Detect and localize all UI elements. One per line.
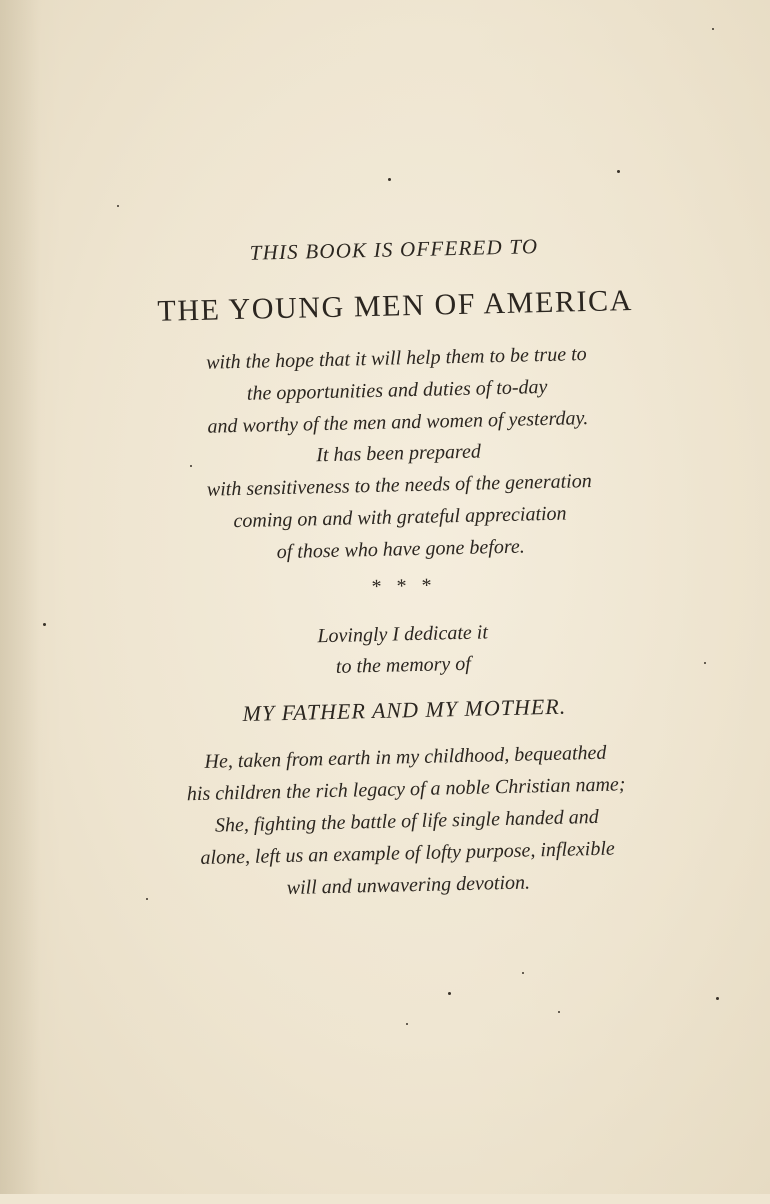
lovingly-line: to the memory of [335,652,472,678]
parents-heading: MY FATHER AND MY MOTHER. [242,693,567,726]
tribute-line: She, fighting the battle of life single handed and [214,805,600,837]
offer-line: THIS BOOK IS OFFERED TO [249,234,539,265]
hope-line: with sensitiveness to the needs of the generation [206,469,592,501]
hope-line: of those who have gone before. [276,535,526,564]
tribute-line: will and unwavering devotion. [286,871,531,900]
tribute-line: alone, left us an example of lofty purpose, inflexible [200,837,616,869]
hope-line: the opportunities and duties of to-day [246,375,548,405]
hope-line: It has been prepared [316,440,482,467]
lovingly-line: Lovingly I dedicate it [317,621,489,648]
hope-line: and worthy of the men and women of yesterday. [207,407,589,438]
tribute-line: his children the rich legacy of a noble Christian name; [186,773,626,806]
separator-asterisks: * * * [371,574,432,599]
hope-line: coming on and with grateful appreciation [233,502,567,533]
hope-line: with the hope that it will help them to be true to [205,343,587,374]
dedication-heading: THE YOUNG MEN OF AMERICA [157,284,634,328]
tribute-line: He, taken from earth in my childhood, bequeathed [204,741,607,773]
